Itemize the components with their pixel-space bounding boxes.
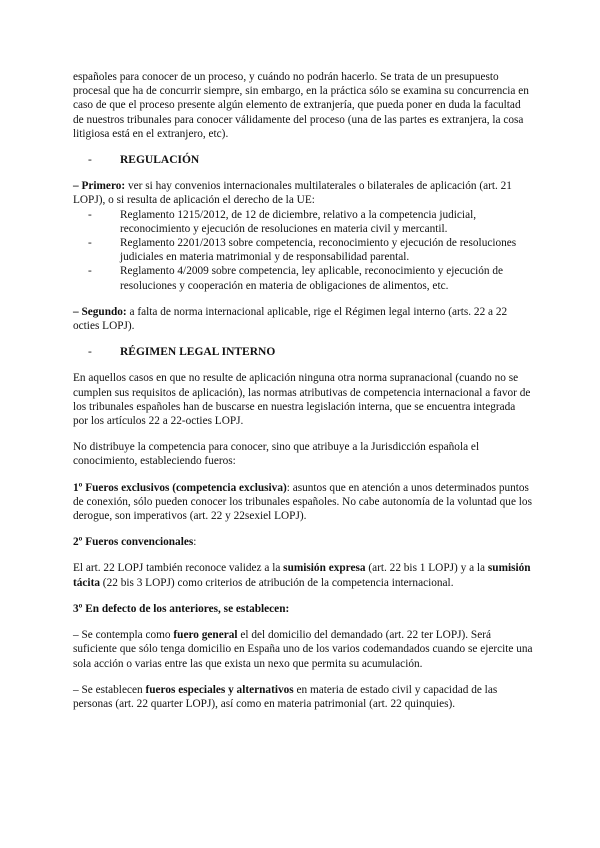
fuero-convencional-paragraph xyxy=(73,535,533,549)
section-heading-regimen xyxy=(88,345,533,359)
fuero-convencional-colon: : xyxy=(193,536,197,549)
list-item-text: Reglamento 2201/2013 sobre competencia, reconocimiento y ejecución de resoluciones judiciales en materia matrimonial y de responsabilidad parental. xyxy=(120,237,517,264)
section-title-regimen: RÉGIMEN LEGAL INTERNO xyxy=(120,346,276,359)
sumision-expresa-term: sumisión expresa xyxy=(283,562,366,575)
heading-dash: - xyxy=(88,346,92,359)
sumision-text-c: (art. 22 bis 1 LOPJ) y a la xyxy=(365,562,488,575)
fueros-especiales-text-a: – Se establecen xyxy=(73,683,146,696)
fuero-general-paragraph xyxy=(73,628,533,671)
sumision-text-a: El art. 22 LOPJ también reconoce validez a la xyxy=(73,562,284,575)
regulations-list xyxy=(73,208,533,293)
heading-dash: - xyxy=(88,154,92,167)
list-item xyxy=(88,236,533,264)
fueros-especiales-paragraph xyxy=(73,683,533,711)
fuero-exclusivo-label: 1º Fueros exclusivos (competencia exclusiva) xyxy=(73,481,287,494)
list-item-text: Reglamento 4/2009 sobre competencia, ley aplicable, reconocimiento y ejecución de resoluciones y cooperación en materia de obligaciones de alimentos, etc. xyxy=(120,265,504,292)
fuero-exclusivo-paragraph xyxy=(73,481,533,524)
fuero-defecto-heading xyxy=(73,602,533,616)
no-distribuye-paragraph: No distribuye la competencia para conocer, sino que atribuye a la Jurisdicción española el conocimiento, estableciendo fueros: xyxy=(73,441,480,468)
document-page xyxy=(73,70,533,711)
segundo-label: – Segundo: xyxy=(73,305,127,318)
segundo-paragraph xyxy=(73,305,533,333)
fuero-defecto-label: 3º En defecto de los anteriores, se establecen: xyxy=(73,602,290,615)
section-heading-regulacion xyxy=(88,153,533,167)
sumision-text-e: (22 bis 3 LOPJ) como criterios de atribución de la competencia internacional. xyxy=(99,576,454,589)
fuero-general-text-a: – Se contempla como xyxy=(73,629,174,642)
fuero-general-term: fuero general xyxy=(173,629,238,642)
sumision-paragraph xyxy=(73,561,533,589)
section-title-regulacion: REGULACIÓN xyxy=(120,154,200,167)
sumision-tacita-term: sumisión tácita xyxy=(73,562,531,589)
fuero-general-text-c: el del domicilio del demandado (art. 22 ter LOPJ). Será suficiente que sólo tenga domicilio en España uno de los varios codemandados cuando se ejercite una sola acción o varias entre las que exista un nexo que permita su acumulación. xyxy=(73,629,533,670)
list-item xyxy=(88,264,533,292)
fueros-especiales-term: fueros especiales y alternativos xyxy=(145,683,294,696)
fuero-exclusivo-text: : asuntos que en atención a unos determinados puntos de conexión, sólo pueden conocer los tribunales españoles. No cabe autonomía de la voluntad que los derogue, son imperativos (art. 22 y 22sexiel LOPJ). xyxy=(73,481,532,523)
fuero-convencional-label: 2º Fueros convencionales xyxy=(73,536,194,549)
segundo-text: a falta de norma internacional aplicable, rige el Régimen legal interno (arts. 22 a 22 octies LOPJ). xyxy=(73,305,508,333)
primero-text: ver si hay convenios internacionales multilaterales o bilaterales de aplicación (art. 21 LOPJ), o si resulta de aplicación el derecho de la UE: xyxy=(73,180,512,207)
bullet-dash: - xyxy=(88,265,92,278)
list-item-text: Reglamento 1215/2012, de 12 de diciembre, relativo a la competencia judicial, reconocimiento y ejecución de resoluciones en materia civil y mercantil. xyxy=(120,208,477,235)
primero-label: – Primero: xyxy=(73,180,126,193)
fueros-especiales-text-c: en materia de estado civil y capacidad de las personas (art. 22 quarter LOPJ), así como en materia patrimonial (art. 22 quinquies). xyxy=(73,683,498,710)
bullet-dash: - xyxy=(88,208,92,221)
bullet-dash: - xyxy=(88,237,92,250)
list-item xyxy=(88,208,533,236)
intro-paragraph: españoles para conocer de un proceso, y cuándo no podrán hacerlo. Se trata de un presupuesto procesal que ha de concurrir siempre, sin embargo, en la práctica sólo se examina su concurrencia en caso de que el proceso presente algún elemento de extranjería, que pueda poner en duda la facultad de nuestros tribunales para conocer válidamente del proceso (una de las partes es extranjera, la cosa litigiosa está en el extranjero, etc). xyxy=(73,71,529,140)
primero-paragraph xyxy=(73,179,533,207)
aquellos-paragraph: En aquellos casos en que no resulte de aplicación ninguna otra norma supranacional (cuando no se cumplen sus requisitos de aplicación), las normas atributivas de competencia internacional a favor de los tribunales españoles han de buscarse en nuestra legislación interna, que se encuentra integrada por los artículos 22 a 22-octies LOPJ. xyxy=(73,372,531,428)
